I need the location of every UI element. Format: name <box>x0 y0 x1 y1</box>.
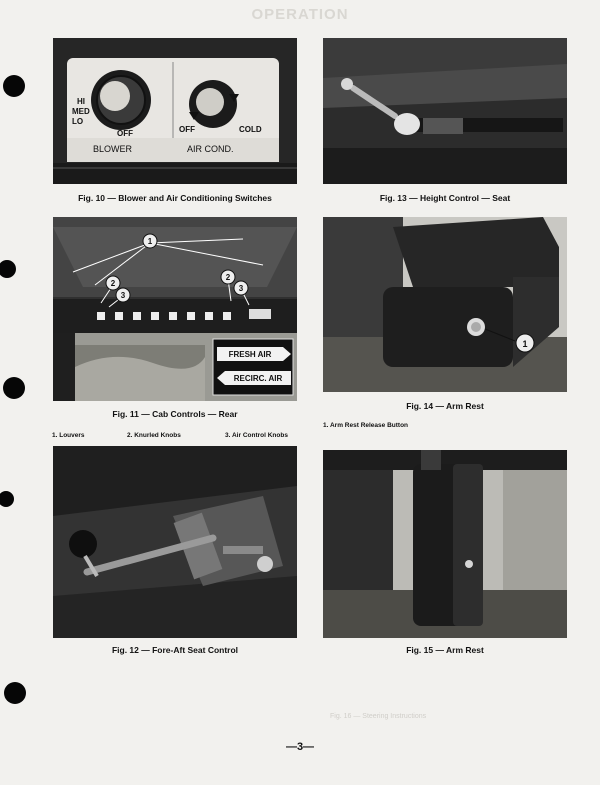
fig11-legend-1: 1. Louvers <box>52 432 85 439</box>
punch-hole-3 <box>3 377 25 399</box>
blower-hi-label: HI <box>77 97 85 106</box>
fig11-caption: Fig. 11 — Cab Controls — Rear <box>112 409 238 419</box>
fresh-air-sign: FRESH AIR <box>228 350 272 359</box>
fig13-photo <box>323 38 567 184</box>
fig14-caption: Fig. 14 — Arm Rest <box>406 401 484 411</box>
punch-hole-4 <box>0 491 14 507</box>
fig11-callout-1: 1 <box>147 237 153 246</box>
punch-hole-5 <box>4 682 26 704</box>
punch-hole-1 <box>3 75 25 97</box>
fig12-caption: Fig. 12 — Fore-Aft Seat Control <box>111 645 239 655</box>
fig11-legend-2: 2. Knurled Knobs <box>127 432 181 439</box>
fig15-photo <box>323 450 567 638</box>
fig13-illustration <box>323 38 567 184</box>
aircond-label: AIR COND. <box>187 144 234 154</box>
fig12-illustration <box>53 446 297 638</box>
fig11-callout-3-right: 3 <box>238 284 244 293</box>
recirc-air-sign: RECIRC. AIR <box>233 374 283 383</box>
fig14-illustration <box>323 217 567 392</box>
fig11-callout-3-left: 3 <box>120 291 126 300</box>
blower-lo-label: LO <box>72 117 84 126</box>
blower-label: BLOWER <box>93 144 133 154</box>
fig11-callout-2-right: 2 <box>225 273 231 282</box>
fig10-illustration <box>53 38 297 184</box>
fig14-legend-1: 1. Arm Rest Release Button <box>323 422 409 429</box>
aircond-cold-label: COLD <box>239 125 262 134</box>
fig11-photo <box>53 217 297 401</box>
ghost-header-text: OPERATION <box>251 6 349 23</box>
fig11-legend-3: 3. Air Control Knobs <box>225 432 288 439</box>
fig12-photo <box>53 446 297 638</box>
fig10-photo <box>53 38 297 184</box>
blower-med-label: MED <box>72 107 90 116</box>
fig14-callout-1: 1 <box>522 339 528 349</box>
fig15-illustration <box>323 450 567 638</box>
aircond-off-label: OFF <box>179 125 195 134</box>
fig14-photo <box>323 217 567 392</box>
page-number: —3— <box>285 741 315 753</box>
fig11-illustration <box>53 217 297 401</box>
fig15-caption: Fig. 15 — Arm Rest <box>406 645 484 655</box>
fig11-callout-2-left: 2 <box>110 279 116 288</box>
fig10-caption: Fig. 10 — Blower and Air Conditioning Switches <box>78 193 272 203</box>
ghost-footer-text: Fig. 16 — Steering Instructions <box>330 713 427 720</box>
blower-off-label: OFF <box>117 129 133 138</box>
fig13-caption: Fig. 13 — Height Control — Seat <box>379 193 511 203</box>
punch-hole-2 <box>0 260 16 278</box>
